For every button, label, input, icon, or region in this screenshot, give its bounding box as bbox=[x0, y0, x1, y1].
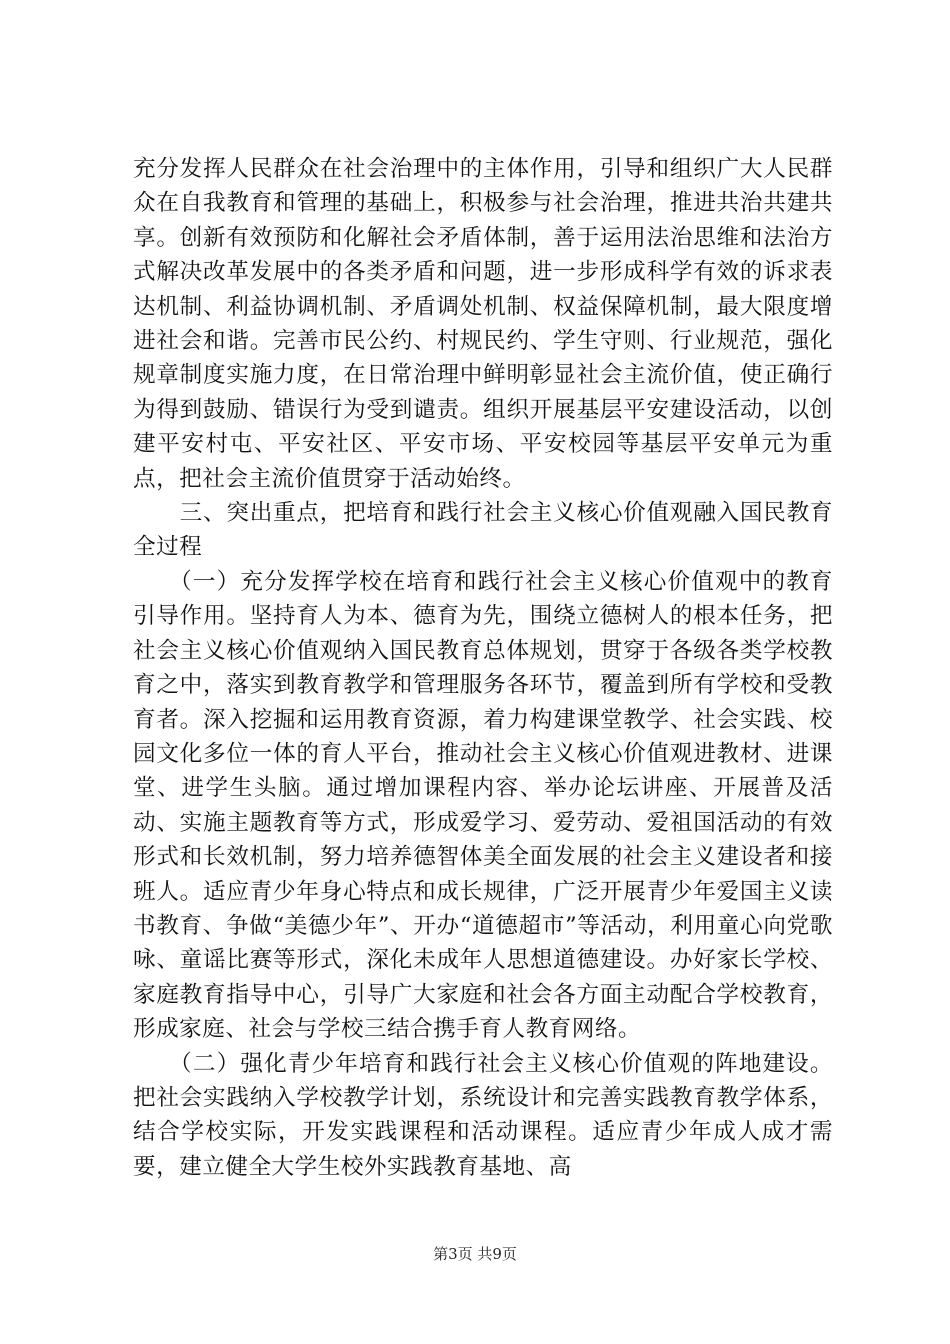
paragraph-youth-base-building: （二）强化青少年培育和践行社会主义核心价值观的阵地建设。把社会实践纳入学校教学计划，系统设计和完善实践教育教学体系，结合学校实际，开发实践课程和活动课程。适应青少年成人成才需要，建立健全大学生校外实践教育基地、高 bbox=[133, 1050, 833, 1180]
document-body bbox=[133, 152, 833, 1184]
paragraph-social-governance: 充分发挥人民群众在社会治理中的主体作用，引导和组织广大人民群众在自我教育和管理的基础上，积极参与社会治理，推进共治共建共享。创新有效预防和化解社会矛盾体制，善于运用法治思维和法治方式解决改革发展中的各类矛盾和问题，进一步形成科学有效的诉求表达机制、利益协调机制、矛盾调处机制、权益保障机制，最大限度增进社会和谐。完善市民公约、村规民约、学生守则、行业规范，强化规章制度实施力度，在日常治理中鲜明彰显社会主流价值，使正确行为得到鼓励、错误行为受到谴责。组织开展基层平安建设活动，以创建平安村屯、平安社区、平安市场、平安校园等基层平安单元为重点，把社会主流价值贯穿于活动始终。 bbox=[133, 156, 833, 492]
section-heading-three: 三、突出重点，把培育和践行社会主义核心价值观融入国民教育全过程 bbox=[133, 500, 833, 561]
paragraph-school-guidance: （一）充分发挥学校在培育和践行社会主义核心价值观中的教育引导作用。坚持育人为本、德育为先，围绕立德树人的根本任务，把社会主义核心价值观纳入国民教育总体规划，贯穿于各级各类学校教育之中，落实到教育教学和管理服务各环节，覆盖到所有学校和受教育者。深入挖掘和运用教育资源，着力构建课堂教学、社会实践、校园文化多位一体的育人平台，推动社会主义核心价值观进教材、进课堂、进学生头脑。通过增加课程内容、举办论坛讲座、开展普及活动、实施主题教育等方式，形成爱学习、爱劳动、爱祖国活动的有效形式和长效机制，努力培养德智体美全面发展的社会主义建设者和接班人。适应青少年身心特点和成长规律，广泛开展青少年爱国主义读书教育、争做“美德少年”、开办“道德超市”等活动，利用童心向党歌咏、童谣比赛等形式，深化未成年人思想道德建设。办好家长学校、家庭教育指导中心，引导广大家庭和社会各方面主动配合学校教育，形成家庭、社会与学校三结合携手育人教育网络。 bbox=[133, 568, 833, 1043]
page-footer: 第3页 共9页 bbox=[433, 1245, 517, 1263]
